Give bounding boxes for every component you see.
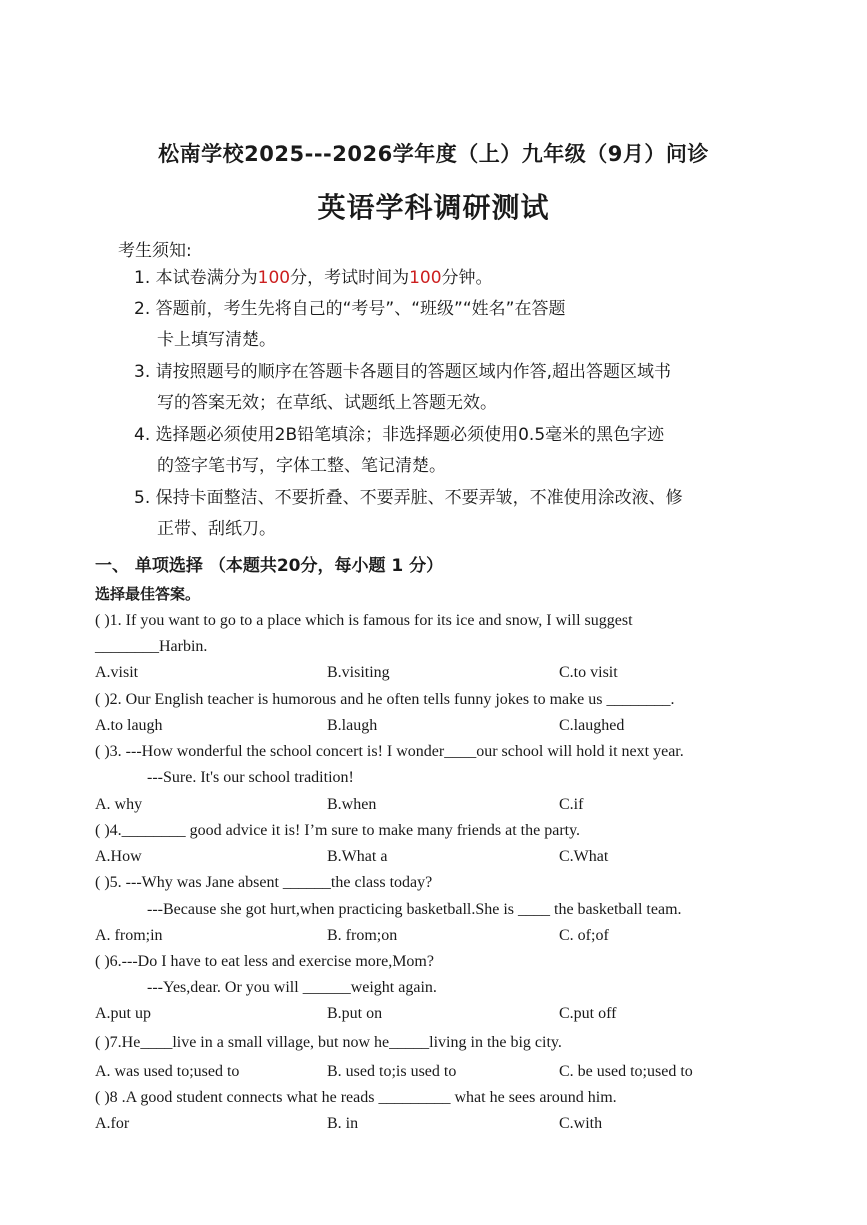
notice-item-1-mid: 分，考试时间为 <box>290 268 410 288</box>
notice-item-2 <box>134 294 774 356</box>
notice-heading: 考生须知: <box>118 241 192 261</box>
question-1-option-b: B.visiting <box>327 664 390 681</box>
question-2-stem: ( )2. Our English teacher is humorous and he often tells funny jokes to make us ________. <box>95 691 675 708</box>
full-score-value: 100 <box>257 268 291 288</box>
section-heading: 一、 单项选择 （本题共20分，每小题 1 分） <box>95 556 444 576</box>
question-5-option-a: A. from;in <box>95 927 163 944</box>
exam-time-value: 100 <box>409 268 442 288</box>
notice-item-1 <box>134 263 774 294</box>
notice-item-4 <box>134 420 774 482</box>
question-7-option-c: C. be used to;used to <box>559 1063 693 1080</box>
question-7-option-b: B. used to;is used to <box>327 1063 457 1080</box>
question-3-option-c: C.if <box>559 796 584 813</box>
notice-item-4-line-2: 的签字笔书写，字体工整、笔记清楚。 <box>157 456 446 476</box>
question-4-stem: ( )4.________ good advice it is! I’m sure to make many friends at the party. <box>95 822 581 839</box>
question-8-option-a: A.for <box>95 1115 130 1132</box>
notice-item-3-line-1: 3. 请按照题号的顺序在答题卡各题目的答题区域内作答,超出答题区域书 <box>134 362 672 382</box>
question-6-stem-cont: ---Yes,dear. Or you will ______weight again. <box>147 979 437 996</box>
question-3-option-a: A. why <box>95 796 143 813</box>
question-7-option-a: A. was used to;used to <box>95 1063 240 1080</box>
question-6-option-c: C.put off <box>559 1005 617 1022</box>
question-3-stem: ( )3. ---How wonderful the school concert is! I wonder____our school will hold it next year. <box>95 743 684 760</box>
question-1-option-c: C.to visit <box>559 664 618 681</box>
question-2-option-b: B.laugh <box>327 717 378 734</box>
notice-item-2-line-2: 卡上填写清楚。 <box>157 330 276 350</box>
exam-subtitle: 英语学科调研测试 <box>317 191 550 224</box>
notice-item-5-line-2: 正带、刮纸刀。 <box>157 519 276 539</box>
question-1-stem-cont: ________Harbin. <box>95 638 208 655</box>
notice-item-1-post: 分钟。 <box>441 268 493 288</box>
notice-item-4-line-1: 4. 选择题必须使用2B铅笔填涂；非选择题必须使用0.5毫米的黑色字迹 <box>134 425 665 445</box>
question-1-option-a: A.visit <box>95 664 139 681</box>
notice-item-3-line-2: 写的答案无效；在草纸、试题纸上答题无效。 <box>157 393 497 413</box>
question-4-option-a: A.How <box>95 848 142 865</box>
question-1-stem: ( )1. If you want to go to a place which is famous for its ice and snow, I will suggest <box>95 612 633 629</box>
question-5-stem-cont: ---Because she got hurt,when practicing basketball.She is ____ the basketball team. <box>147 901 682 918</box>
exam-title: 松南学校2025---2026学年度（上）九年级（9月）问诊 <box>158 142 709 166</box>
question-3-stem-cont: ---Sure. It's our school tradition! <box>147 769 354 786</box>
notice-item-5 <box>134 483 774 545</box>
question-5-option-b: B. from;on <box>327 927 398 944</box>
question-3-option-b: B.when <box>327 796 377 813</box>
section-instruction: 选择最佳答案。 <box>95 585 201 603</box>
question-5-option-c: C. of;of <box>559 927 609 944</box>
notice-item-1-pre: 1. 本试卷满分为 <box>134 268 258 288</box>
question-6-option-a: A.put up <box>95 1005 151 1022</box>
question-2-option-c: C.laughed <box>559 717 625 734</box>
notice-item-5-line-1: 5. 保持卡面整洁、不要折叠、不要弄脏、不要弄皱，不准使用涂改液、修 <box>134 488 683 508</box>
question-2-option-a: A.to laugh <box>95 717 163 734</box>
question-4-option-c: C.What <box>559 848 609 865</box>
notice-item-3 <box>134 357 774 419</box>
question-8-option-b: B. in <box>327 1115 359 1132</box>
question-6-option-b: B.put on <box>327 1005 383 1022</box>
question-5-stem: ( )5. ---Why was Jane absent ______the class today? <box>95 874 433 891</box>
question-8-option-c: C.with <box>559 1115 603 1132</box>
question-8-stem: ( )8 .A good student connects what he reads _________ what he sees around him. <box>95 1089 617 1106</box>
question-4-option-b: B.What a <box>327 848 388 865</box>
question-7-stem: ( )7.He____live in a small village, but now he_____living in the big city. <box>95 1034 562 1051</box>
question-6-stem: ( )6.---Do I have to eat less and exercise more,Mom? <box>95 953 434 970</box>
notice-item-2-line-1: 2. 答题前，考生先将自己的“考号”、“班级”“姓名”在答题 <box>134 299 566 319</box>
